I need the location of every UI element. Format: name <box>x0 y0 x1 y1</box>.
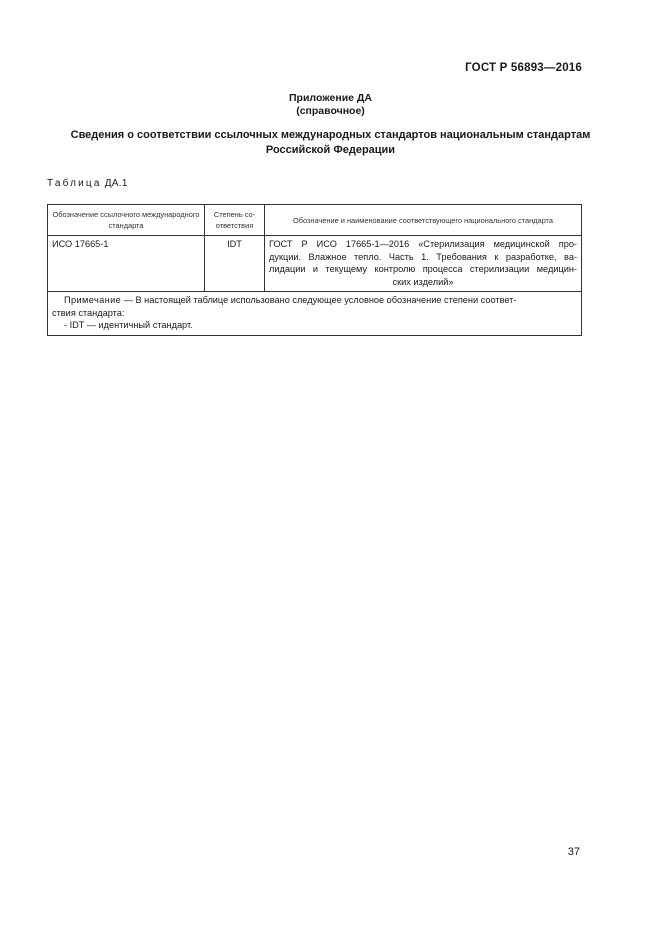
table-row <box>48 236 582 292</box>
main-title <box>40 128 621 158</box>
table-label-prefix: Таблица <box>47 178 102 189</box>
national-standard-line: ских изделий» <box>392 276 454 287</box>
note-item: - IDT — идентичный стандарт. <box>64 320 193 330</box>
cell-degree: IDT <box>205 236 265 292</box>
national-standard-line: ГОСТ Р ИСО 17665-1—2016 «Стерилизация медицинской про- <box>269 239 577 249</box>
table-note <box>48 292 582 336</box>
table-note-row <box>48 292 582 336</box>
note-label: Примечание <box>64 295 122 305</box>
note-text-1: — В настоящей таблице использовано следующее условное обозначение степени соответ- <box>121 295 517 305</box>
note-text-2: ствия стандарта: <box>52 307 125 318</box>
header-national-standard: Обозначение и наименование соответствующего национального стандарта <box>265 205 582 236</box>
table-label-number: ДА.1 <box>104 178 128 189</box>
main-title-line-2: Российской Федерации <box>265 144 396 156</box>
header-degree-of-correspondence: Степень со-ответствия <box>205 205 265 236</box>
correspondence-table <box>47 204 582 336</box>
national-standard-line: дукции. Влажное тепло. Часть 1. Требования к разработке, ва- <box>269 251 577 262</box>
table-label <box>47 178 128 189</box>
annex-heading <box>0 92 661 118</box>
table-header-row <box>48 205 582 236</box>
note-line-1 <box>52 294 577 307</box>
cell-national-standard <box>265 236 582 292</box>
standard-code: ГОСТ Р 56893—2016 <box>465 62 582 74</box>
header-international-standard: Обозначение ссылочного международного стандарта <box>48 205 205 236</box>
national-standard-line: лидации и текущему контролю процесса стерилизации медицин- <box>269 264 577 274</box>
page-number: 37 <box>567 846 580 858</box>
annex-title: Приложение ДА <box>289 92 372 104</box>
cell-international-standard: ИСО 17665-1 <box>48 236 205 292</box>
main-title-line-1: Сведения о соответствии ссылочных международных стандартов национальным стандартам <box>70 129 591 141</box>
annex-subtitle: (справочное) <box>296 105 365 117</box>
